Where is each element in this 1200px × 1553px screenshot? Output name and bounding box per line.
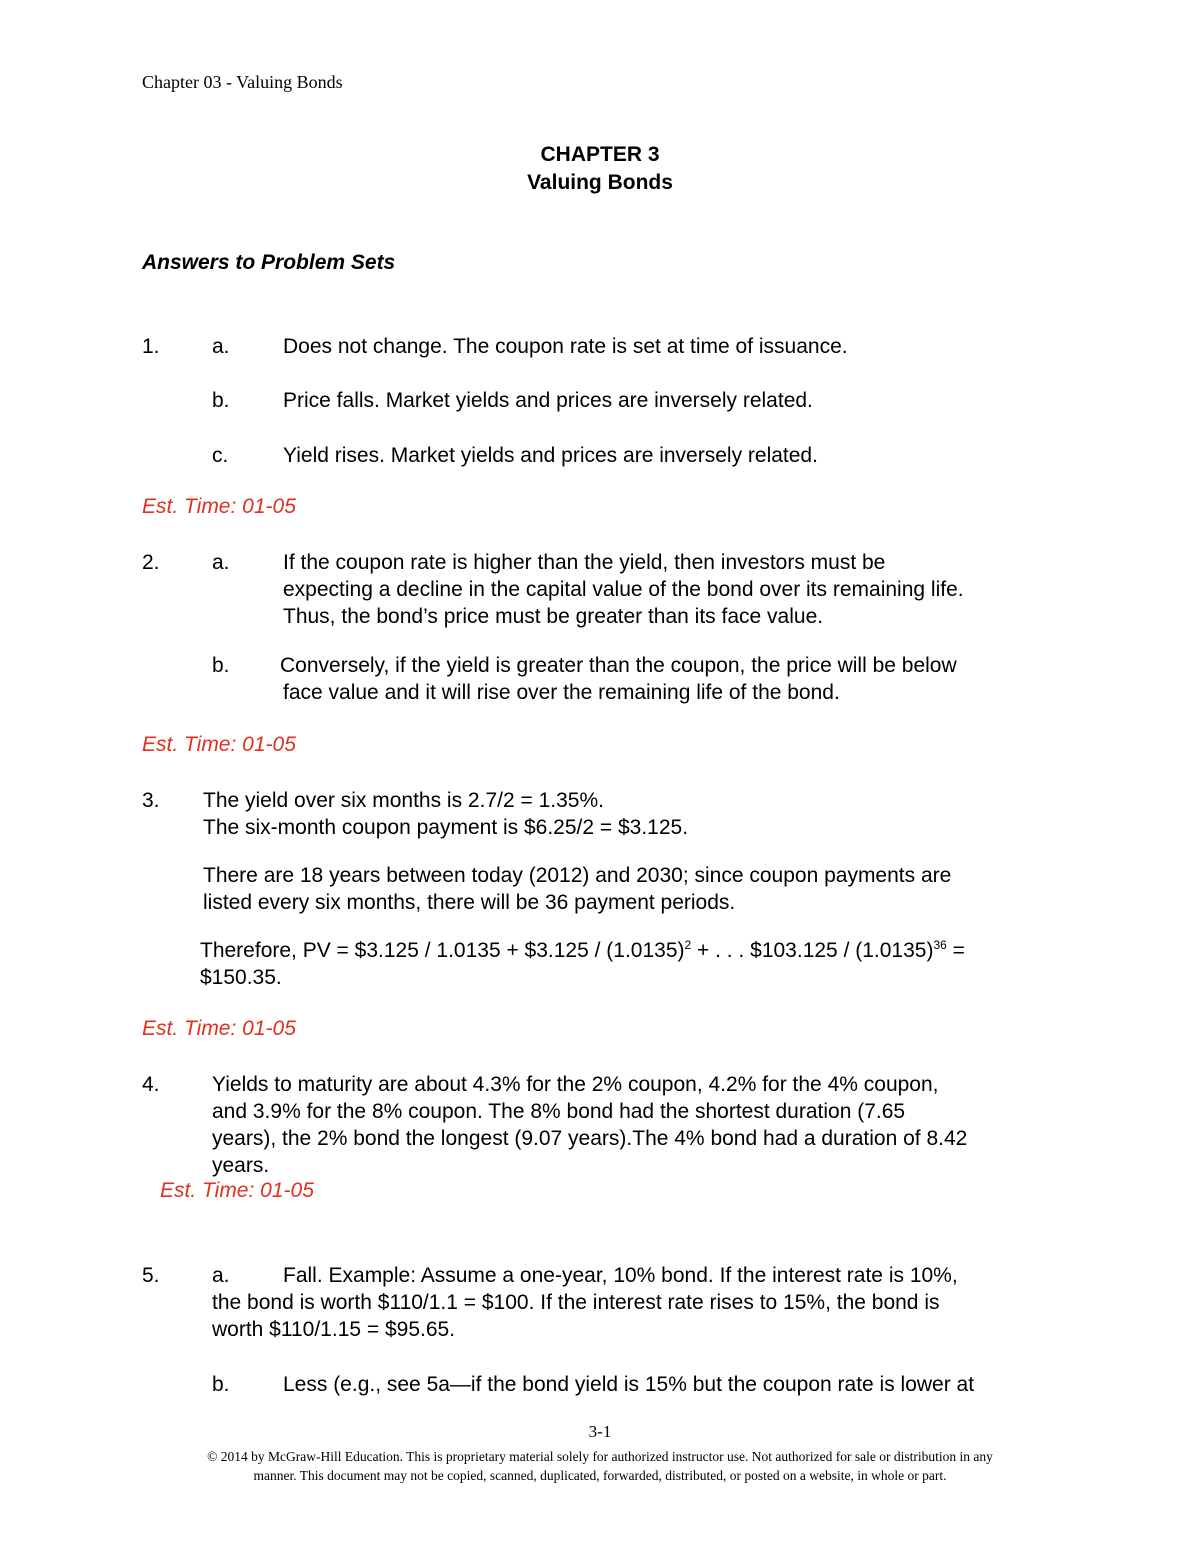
q5a-line-3: worth $110/1.15 = $95.65. (212, 1318, 456, 1341)
page-number: 3-1 (588, 1422, 612, 1441)
q3-pv-part-1: Therefore, PV = $3.125 / 1.0135 + $3.125 / (1.0135) (200, 939, 685, 962)
q3-pv-formula (200, 937, 965, 964)
q3-line-3: There are 18 years between today (2012) and 2030; since coupon payments are (203, 864, 952, 887)
est-time-4: Est. Time: 01-05 (160, 1179, 314, 1202)
q2a-line-1: If the coupon rate is higher than the yield, then investors must be (283, 551, 886, 574)
q1-number: 1. (142, 335, 160, 358)
q3-number: 3. (142, 789, 160, 812)
chapter-title: Valuing Bonds (527, 171, 673, 194)
section-title: Answers to Problem Sets (142, 251, 396, 274)
q2b-line-1: Conversely, if the yield is greater than the coupon, the price will be below (280, 654, 957, 677)
q2b-line-2: face value and it will rise over the remaining life of the bond. (283, 681, 840, 704)
q3-line-2: The six-month coupon payment is $6.25/2 = $3.125. (203, 816, 689, 839)
copyright-line-2: manner. This document may not be copied, scanned, duplicated, forwarded, distributed, or posted on a website, in whole or part. (253, 1468, 947, 1483)
q3-pv-part-2: + . . . $103.125 / (1.0135) (691, 939, 934, 962)
q1c-text: Yield rises. Market yields and prices are inversely related. (283, 444, 818, 467)
q3-pv-exponent-2: 36 (933, 938, 947, 952)
q5a-line-2: the bond is worth $110/1.1 = $100. If the interest rate rises to 15%, the bond is (212, 1291, 940, 1314)
est-time-1: Est. Time: 01-05 (142, 495, 296, 518)
q3-line-4: listed every six months, there will be 36 payment periods. (203, 891, 736, 914)
est-time-3: Est. Time: 01-05 (142, 1017, 296, 1040)
running-header: Chapter 03 - Valuing Bonds (142, 72, 343, 92)
q1a-letter: a. (212, 335, 230, 358)
q1b-letter: b. (212, 389, 230, 412)
q3-pv-exponent-1: 2 (684, 938, 692, 952)
q2a-letter: a. (212, 551, 230, 574)
q4-number: 4. (142, 1073, 160, 1096)
q2-number: 2. (142, 551, 160, 574)
q3-line-1: The yield over six months is 2.7/2 = 1.35%. (203, 789, 604, 812)
chapter-number: CHAPTER 3 (540, 143, 660, 166)
q1a-text: Does not change. The coupon rate is set at time of issuance. (283, 335, 848, 358)
q2b-letter: b. (212, 654, 230, 677)
q5b-letter: b. (212, 1373, 230, 1396)
q2a-line-3: Thus, the bond’s price must be greater than its face value. (283, 605, 824, 628)
q5b-text: Less (e.g., see 5a—if the bond yield is 15% but the coupon rate is lower at (283, 1373, 975, 1396)
est-time-2: Est. Time: 01-05 (142, 733, 296, 756)
q5a-letter: a. (212, 1264, 230, 1287)
q1c-letter: c. (212, 444, 229, 467)
copyright-line-1: © 2014 by McGraw-Hill Education. This is proprietary material solely for authorized instructor use. Not authorized for sale or distribution in any (207, 1449, 993, 1464)
q5a-line-1: Fall. Example: Assume a one-year, 10% bond. If the interest rate is 10%, (283, 1264, 958, 1287)
q4-line-3: years), the 2% bond the longest (9.07 years).The 4% bond had a duration of 8.42 (212, 1127, 968, 1150)
q5-number: 5. (142, 1264, 160, 1287)
q4-line-2: and 3.9% for the 8% coupon. The 8% bond had the shortest duration (7.65 (212, 1100, 906, 1123)
q2a-line-2: expecting a decline in the capital value of the bond over its remaining life. (283, 578, 964, 601)
q4-line-4: years. (212, 1154, 270, 1177)
q3-pv-result: $150.35. (200, 966, 282, 989)
copyright-notice (0, 1447, 1200, 1485)
q3-pv-part-3: = (946, 939, 965, 962)
q4-line-1: Yields to maturity are about 4.3% for the 2% coupon, 4.2% for the 4% coupon, (212, 1073, 939, 1096)
q1b-text: Price falls. Market yields and prices are inversely related. (283, 389, 813, 412)
